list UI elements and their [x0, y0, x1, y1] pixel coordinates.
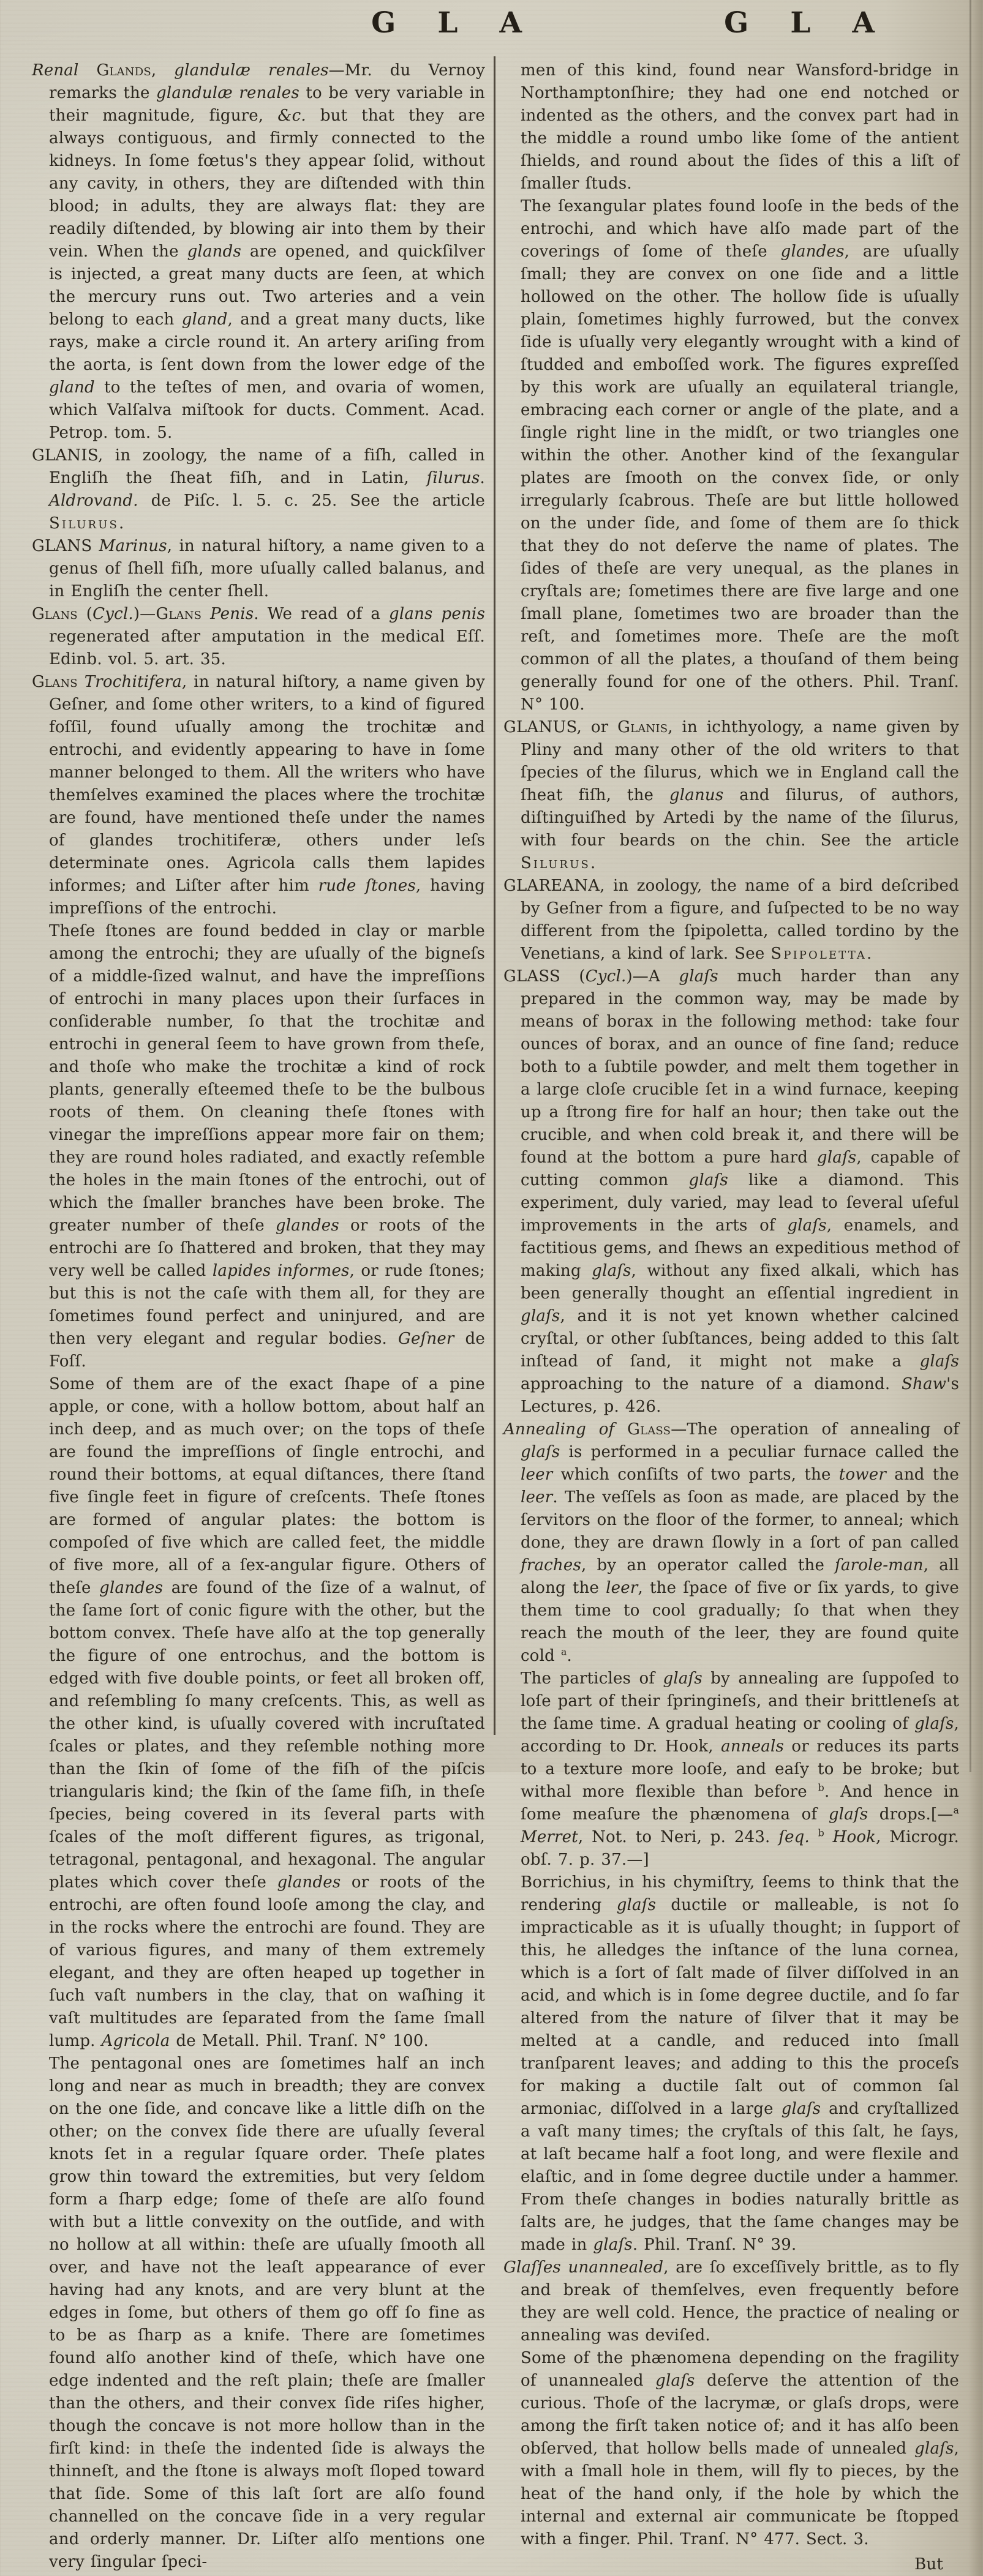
body-paragraph: [503, 1668, 959, 1871]
text-run: Glands: [96, 61, 151, 80]
text-run: glandulæ renales: [174, 61, 329, 80]
text-run: Silurus: [49, 514, 119, 533]
text-run: . And hence in ſome meaſure the phænomena of: [521, 1783, 959, 1824]
text-run: glaſs: [919, 1352, 959, 1371]
text-run: or roots of the entrochi, are often found looſe among the clay, and in the rocks where the entrochi are found. They are of various figures, and many of them extremely elegant, and they are often heaped up together in ſuch vaſt numbers in the clay, that on waſhing it vaſt multitudes are ſeparated from the ſame ſmall lump.: [49, 1873, 485, 2050]
text-run: Silurus: [521, 854, 590, 872]
text-run: [78, 673, 85, 691]
text-run: . We read of a: [254, 605, 390, 623]
text-run: regenerated after amputation in the medical Eſſ. Edinb. vol. 5. art. 35.: [49, 627, 485, 668]
text-run: .: [590, 854, 596, 872]
text-run: or reduces its parts to a texture more looſe, and eaſy to be broke; but withal more flexible than before: [521, 1737, 959, 1801]
text-run: [201, 605, 210, 623]
text-run: b: [818, 1782, 824, 1794]
text-run: , according to Dr. Hook,: [521, 1715, 959, 1756]
text-run: much harder than any prepared in the common way, may be made by means of borax in the following method: take four ounces of borax, and an ounce of fine ſand; reduce both to a ſubtile powder, and melt them together in a large cloſe crucible ſet in a wind furnace, keeping up a ſtrong fire for half an hour; then take out the crucible, and when cold break it, and there will be found at the bottom a pure hard: [521, 967, 959, 1167]
body-paragraph: [32, 920, 485, 1373]
text-run: [824, 1828, 833, 1846]
entry-paragraph: [503, 1418, 959, 1668]
text-run: glandes: [277, 1873, 341, 1892]
text-run: , and a great many ducts, like rays, make a circle round it. An artery ariſing from the aorta, is ſent down from the lower edge of the: [49, 310, 485, 374]
entry-paragraph: [32, 603, 485, 671]
text-run: a: [560, 1646, 567, 1658]
body-paragraph: [503, 59, 959, 195]
right-column: [503, 59, 959, 2576]
text-run: Marinus: [99, 537, 167, 555]
text-run: , are uſually ſmall; they are convex on one ſide and a little hollowed on the other. The hollow ſide is uſually plain, ſometimes highly furrowed, but the convex ſide is uſually very elegantly wrought with a kind of ſtudded and emboſſed work. The figures expreſſed by this work are uſually an equilateral triangle, embracing each corner or angle of the plate, and a ſingle right line in the midſt, or two triangles one within the other. Another kind of the ſexangular plates are ſmooth on the convex ſide, or only irregularly ſcabrous. Theſe are but little hollowed on the under ſide, and ſome of them are ſo thick that they do not deſerve the name of plates. The ſides of theſe are very unequal, as the planes in cryſtals are; ſometimes there are five large and one ſmall plane, ſometimes two are broader than the reſt, and ſometimes more. Theſe are the moſt common of all the plates, a thouſand of them being generally found for one of the others. Phil. Tranſ. N° 100.: [521, 242, 959, 714]
text-run: drops.[—: [868, 1805, 954, 1824]
text-run: which conſiſts of two parts, the: [552, 1466, 839, 1484]
running-head-left: G L A: [371, 6, 538, 40]
text-run: Glaſſes unannealed: [503, 2258, 664, 2277]
text-run: .: [866, 945, 872, 963]
text-run: Annealing of: [503, 1420, 628, 1439]
text-run: men of this kind, found near Wansford-bridge in Northamptonſhire; they had one end notched or indented as the others, and the convex part had in the middle a round umbo like ſome of the antient ſhields, and round about the ſides of this a liſt of ſmaller ſtuds.: [521, 61, 959, 193]
text-run: to the teſtes of men, and ovaria of women, which Valſalva miſtook for ducts. Comment. Acad. Petrop. tom. 5.: [49, 378, 485, 442]
text-run: gland: [181, 310, 228, 329]
entry-paragraph: [32, 535, 485, 603]
text-run: glaſs: [914, 1715, 954, 1733]
text-run: anneals: [721, 1737, 785, 1756]
text-run: and ſilurus, of authors, diſtinguiſhed by Artedi by the name of the ſilurus, with four beards on the chin. See the article: [521, 786, 959, 850]
text-run: glaſs: [655, 2372, 695, 2390]
text-run: glandes: [780, 242, 845, 261]
text-run: de Foſſ.: [49, 1330, 485, 1371]
text-run: glaſs: [828, 1805, 868, 1824]
text-run: glaſs: [521, 1443, 560, 1461]
entry-paragraph: [503, 716, 959, 875]
text-run: like a diamond. This experiment, duly varied, may lead to ſeveral uſeful improvements in the arts of: [521, 1171, 960, 1235]
text-run: glaſs: [816, 1148, 857, 1167]
text-run: , in natural hiſtory, a name given by Geſner, and ſome other writers, to a kind of figured foſſil, found uſually among the trochitæ and entrochi, and evidently appearing to have in ſome manner belonged to them. All the writers who have themſelves examined the places where the trochitæ are found, have mentioned theſe under the names of glandes trochitiferæ, others under leſs determinate ones. Agricola calls them lapides informes; and Liſter after him: [49, 673, 485, 895]
text-run: , without any fixed alkali, which has been generally thought an eſſential ingredient in: [521, 1262, 959, 1303]
text-run: glaſs: [781, 2100, 821, 2118]
text-run: glaſs: [593, 2236, 633, 2254]
text-run: gland: [49, 378, 95, 397]
entry-paragraph: [503, 965, 959, 1418]
text-run: glaſs: [616, 1896, 657, 1914]
text-run: Trochitifera: [84, 673, 182, 691]
entry-paragraph: [503, 875, 959, 965]
text-run: glaſs: [679, 967, 718, 986]
text-run: .: [118, 514, 124, 533]
text-run: , and it is not yet known whether calcined cryſtal, or other ſubſtances, being added to this ſalt inſtead of ſand, it might not make a: [521, 1307, 959, 1371]
text-run: —The operation of annealing of: [671, 1420, 959, 1439]
text-run: Renal: [32, 61, 97, 80]
text-run: approaching to the nature of a diamond.: [521, 1375, 902, 1393]
text-run: . Phil. Tranſ. N° 39.: [632, 2236, 797, 2254]
text-run: The particles of: [521, 1669, 663, 1688]
body-paragraph: [503, 2347, 959, 2551]
text-run: de Piſc. l. 5. c. 25. See the article: [138, 492, 485, 510]
text-run: , Microgr. obſ. 7. p. 37.—]: [521, 1828, 959, 1869]
text-run: , the ſpace of five or ſix yards, to give them time to cool gradually; ſo that when they reach the mouth of the leer, they are found quite cold: [521, 1579, 960, 1665]
text-run: glaſs: [663, 1669, 702, 1688]
text-run: leer: [521, 1466, 553, 1484]
text-run: , with a ſmall hole in them, will fly to pieces, by the heat of the hand only, if the hole by which the internal and external air communicate be ſtopped with a finger. Phil. Tranſ. N° 477. Sect. 3.: [521, 2439, 959, 2548]
text-run: but that they are always contiguous, and firmly connected to the kidneys. In ſome fœtus's they appear ſolid, without any cavity, in others, they are diſtended with thin blood; in adults, they are always flat: they are readily diſtended, by blowing air into them by their vein. When the: [49, 107, 485, 261]
text-run: or roots of the entrochi are ſo ſhattered and broken, that they may very well be called: [49, 1216, 485, 1280]
text-run: Some of the phænomena depending on the fragility of unannealed: [521, 2349, 959, 2390]
text-run: leer: [521, 1488, 553, 1507]
text-run: are found of the ſize of a walnut, of the ſame ſort of conic figure with the other, but the bottom convex. Theſe have alſo at the top generally the figure of one entrochus, and the bottom is edged with five double points, or feet all broken off, and reſembling ſo many creſcents. This, as well as the other kind, is uſually covered with incruſtated ſcales or plates, and they reſemble nothing more than the ſkin of ſome of the fiſh of the piſcis triangularis kind; the ſkin of the ſame fiſh, in theſe ſpecies, being covered in its ſeveral parts with ſcales of the moſt different figures, as trigonal, tetragonal, pentagonal, and hexagonal. The angular plates which cover theſe: [49, 1579, 486, 1892]
text-run: , all along the: [521, 1556, 959, 1597]
text-run: .: [567, 1647, 572, 1665]
text-run: Glans: [32, 605, 78, 623]
text-run: glaſs: [914, 2439, 954, 2458]
running-head-right: G L A: [724, 6, 891, 40]
entry-paragraph: [503, 2256, 959, 2347]
text-run: Glans: [156, 605, 202, 623]
text-run: , enamels, and factitious gems, and ſhews an expeditious method of making: [521, 1216, 959, 1280]
text-run: fraches: [521, 1556, 581, 1574]
page-edge-shadow: [970, 0, 971, 1772]
text-run: , are ſo exceſſively brittle, as to fly and break of themſelves, even frequently before they are well cold. Hence, the practice of nealing or annealing was deviſed.: [521, 2258, 959, 2345]
text-run: 's Lectures, p. 426.: [521, 1375, 959, 1416]
text-run: and the: [886, 1466, 959, 1484]
text-run: , in natural hiſtory, a name given to a genus of ſhell fiſh, more uſually called balanus, and in Engliſh the center ſhell.: [49, 537, 486, 601]
text-run: a: [953, 1805, 959, 1816]
body-paragraph: [32, 2053, 485, 2574]
text-run: (: [77, 605, 93, 623]
text-run: , or rude ſtones; but this is not the caſe with them all, for they are ſometimes found perfect and uninjured, and are then very elegant and regular bodies.: [49, 1262, 485, 1348]
text-run: Theſe ſtones are found bedded in clay or marble among the entrochi; they are uſually of the bigneſs of a middle-ſized walnut, and have the impreſſions of entrochi in many places upon their ſurfaces in conſiderable number, ſo that the trochitæ and entrochi in general ſeem to have grown from theſe, and thoſe who make the trochitæ a kind of rock plants, generally eſteemed theſe to be the bulbous roots of them. On cleaning theſe ſtones with vinegar the impreſſions appear more fair on them; they are round holes radiated, and exactly reſemble the holes in the main ſtones of the entrochi, out of which the ſmaller branches have been broke. The greater number of theſe: [49, 922, 485, 1235]
body-paragraph: [503, 195, 959, 716]
text-run: The ſexangular plates found looſe in the beds of the entrochi, and which have alſo made part of the coverings of ſome of theſe: [521, 197, 959, 261]
entry-paragraph: [32, 59, 485, 444]
text-run: ſarole-man: [835, 1556, 924, 1574]
text-run: &c.: [277, 107, 306, 125]
text-run: )—: [133, 605, 156, 623]
text-run: glandes: [275, 1216, 339, 1235]
text-run: glaſs: [688, 1171, 728, 1189]
text-run: deſerve the attention of the curious. Thoſe of the lacrymæ, or glaſs drops, were among the firſt taken notice of; and it has alſo been obſerved, that hollow bells made of unnealed: [521, 2372, 960, 2458]
body-paragraph: [32, 1373, 485, 2053]
text-run: leer: [606, 1579, 638, 1597]
text-run: . The veſſels as ſoon as made, are placed by the ſervitors on the floor of the former, to anneal; which done, they are drawn ſlowly in a ſort of pan called: [521, 1488, 959, 1552]
text-run: glands: [187, 242, 241, 261]
text-run: GLAREANA, in zoology, the name of a bird deſcribed by Geſner from a figure, and ſuſpected to be no way different from the ſpipoletta, called tordino by the Venetians, a kind of lark. See: [503, 877, 959, 963]
text-run: glandulæ renales: [156, 84, 299, 102]
text-run: ,: [151, 61, 175, 80]
text-run: Spipoletta: [770, 945, 867, 963]
text-run: GLANIS, in zoology, the name of a fiſh, called in Engliſh the ſheat fiſh, and in Latin,: [32, 446, 485, 487]
text-run: Glans: [32, 673, 78, 691]
text-run: and cryſtallized a vaſt many times; the cryſtals of this ſalt, he ſays, at laſt became half a foot long, and were flexile and elaſtic, and in ſome degree ductile under a hammer. From theſe changes in bodies naturally brittle as ſalts are, he judges, that the ſame changes may be made in: [521, 2100, 959, 2254]
text-run: lapides informes: [212, 1262, 350, 1280]
left-column: [32, 59, 485, 2574]
body-paragraph: [503, 1871, 959, 2256]
text-run: Merret: [521, 1828, 578, 1846]
text-run: Glass: [627, 1420, 671, 1439]
text-run: b: [818, 1827, 824, 1839]
text-run: )—A: [626, 967, 679, 986]
text-run: de Metall. Phil. Tranſ. N° 100.: [170, 2032, 429, 2050]
column-divider-rule: [494, 56, 495, 1735]
text-run: Aldrovand.: [49, 492, 138, 510]
text-run: Shaw: [901, 1375, 947, 1393]
text-run: [810, 1828, 818, 1846]
text-run: , by an operator called the: [581, 1556, 835, 1574]
text-run: , Not. to Neri, p. 243.: [578, 1828, 779, 1846]
text-run: glaſs: [521, 1307, 560, 1325]
text-run: Agricola: [101, 2032, 170, 2050]
text-run: GLANS: [32, 537, 99, 555]
text-run: are opened, and quickſilver is injected, a great many ducts are ſeen, at which the mercury runs out. Two arteries and a vein belong to each: [49, 242, 485, 329]
text-run: glaſs: [787, 1216, 827, 1235]
text-run: tower: [838, 1466, 886, 1484]
text-run: glandes: [99, 1579, 164, 1597]
text-run: Geſner: [398, 1330, 454, 1348]
text-run: glans penis: [389, 605, 485, 623]
text-run: glanus: [669, 786, 724, 804]
text-run: GLANUS, or: [503, 718, 618, 736]
text-run: ſeq.: [778, 1828, 810, 1846]
text-run: , capable of cutting common: [521, 1148, 959, 1189]
text-run: Cycl.: [585, 967, 627, 986]
text-run: is performed in a peculiar furnace called the: [560, 1443, 959, 1461]
text-run: ſilurus: [426, 469, 480, 487]
text-run: Glanis: [617, 718, 668, 736]
text-run: to be very variable in their magnitude, figure,: [49, 84, 485, 125]
text-run: Borrichius, in his chymiſtry, ſeems to think that the rendering: [521, 1873, 959, 1914]
text-run: glaſs: [592, 1262, 631, 1280]
text-run: Hook: [832, 1828, 876, 1846]
text-run: .: [480, 469, 485, 487]
text-run: —Mr. du Vernoy remarks the: [49, 61, 485, 102]
text-run: Penis: [210, 605, 254, 623]
text-run: , in ichthyology, a name given by Pliny and many other of the old writers to that ſpecies of the ſilurus, which we in England call the ſheat fiſh, the: [521, 718, 959, 804]
text-run: rude ſtones: [318, 877, 416, 895]
text-run: , having impreſſions of the entrochi.: [49, 877, 485, 918]
catchword: But: [914, 2555, 943, 2574]
entry-paragraph: [32, 444, 485, 535]
entry-paragraph: [32, 671, 485, 920]
text-run: Cycl.: [92, 605, 134, 623]
text-run: Some of them are of the exact ſhape of a pine apple, or cone, with a hollow bottom, about half an inch deep, and as much over; on the tops of theſe are found the impreſſions of ſingle entrochi, and round their bottoms, at equal diſtances, there ſtand five ſingle feet in figure of creſcents. Theſe ſtones are formed of angular plates: the bottom is compoſed of five which are called feet, the middle of five more, all of a ſex-angular figure. Others of theſe: [49, 1375, 485, 1597]
text-run: GLASS (: [503, 967, 586, 986]
text-run: by annealing are ſuppoſed to loſe part of their ſpringineſs, and their brittleneſs at the ſame time. A gradual heating or cooling of: [521, 1669, 960, 1733]
text-run: ductile or malleable, is not ſo impracticable as it is uſually thought; in ſupport of this, he alledges the inſtance of the luna cornea, which is a ſort of ſalt made of ſilver diſſolved in an acid, and which is in ſome degree ductile, and ſo far altered from the nature of ſilver that it may be melted at a candle, and reduced into ſmall tranſparent leaves; and adding to this the proceſs for making a ductile ſalt out of common ſal armoniac, diſſolved in a large: [521, 1896, 959, 2118]
text-run: The pentagonal ones are ſometimes half an inch long and near as much in breadth; they are convex on the one ſide, and concave like a little diſh on the other; on the convex ſide there are uſually ſeveral knots ſet in a regular ſquare order. Theſe plates grow thin toward the extremities, but very ſeldom form a ſharp edge; ſome of theſe are alſo found with but a little convexity on the outſide, and with no hollow at all within: theſe are uſually ſmooth all over, and have not the leaſt appearance of ever having had any knots, and are very blunt at the edges in ſome, but others of them go off ſo fine as to be as ſharp as a knife. There are ſometimes found alſo another kind of theſe, which have one edge indented and the reſt plain; theſe are ſmaller than the others, and their convex ſide riſes higher, though the concave is not more hollow than in the firſt kind: in theſe the indented ſide is always the thinneſt, and the ſtone is always moſt ſloped toward that ſide. Some of this laſt ſort are alſo found channelled on the concave ſide in a very regular and orderly manner. Dr. Liſter alſo mentions one very ſingular ſpeci-: [49, 2054, 485, 2571]
